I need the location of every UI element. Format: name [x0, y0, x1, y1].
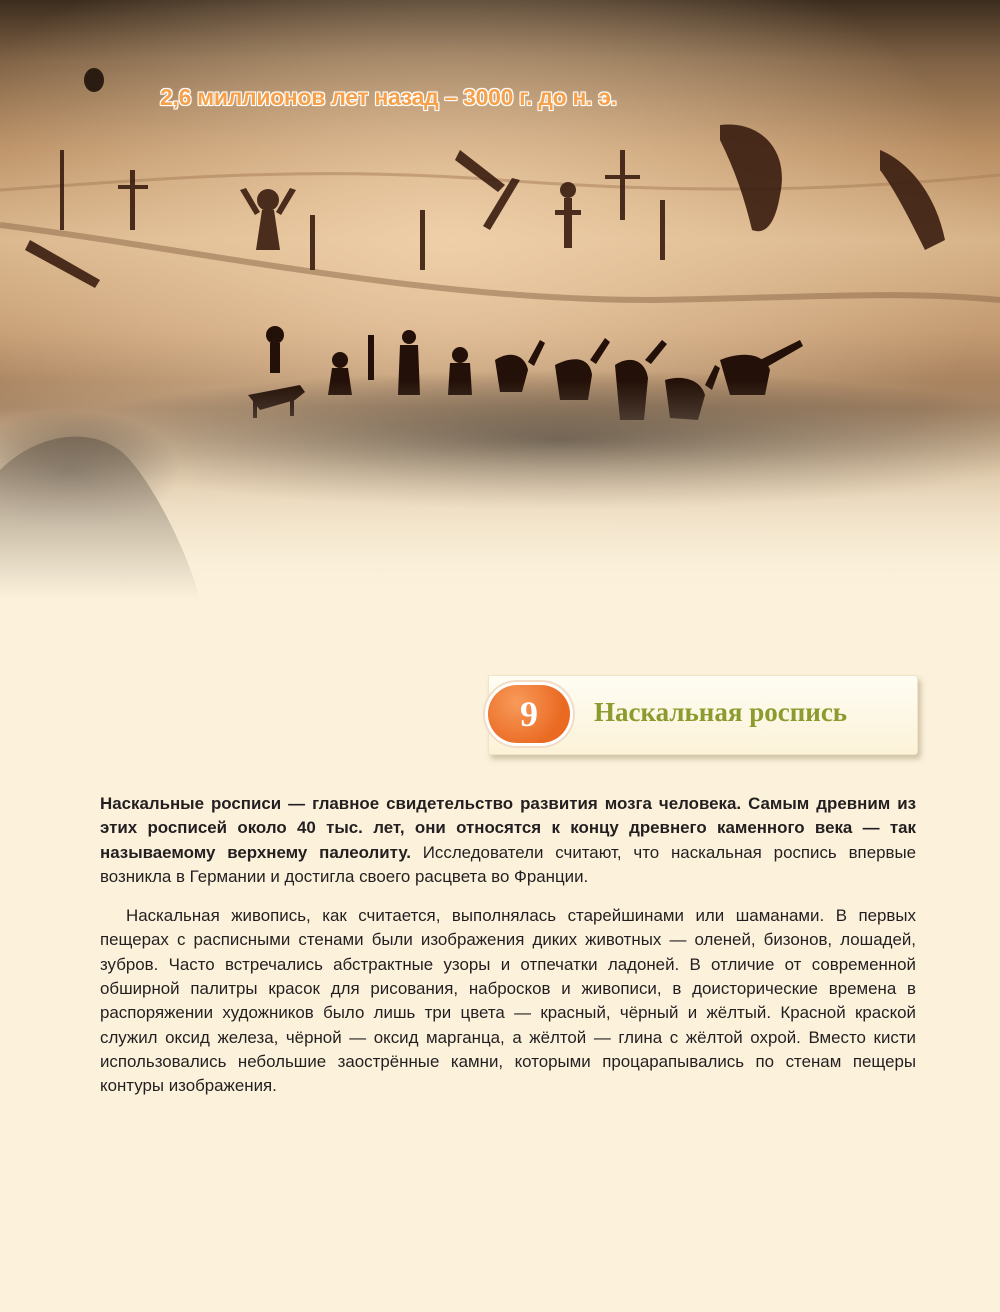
body-paragraph: Наскальная живопись, как считается, выполнялась старейшинами или шаманами. В первых пещерах с расписными стенами были изображения диких животных — оленей, бизонов, лошадей, зубров. Часто встречались абстрактные узоры и отпечатки ладоней. В отличие от современной обширной палитры красок для рисования, набросков и живописи, в доисторические времена в распоряжении художников было лишь три цвета — красный, чёрный и жёлтый. Красной краской служил оксид железа, чёрной — оксид марганца, а жёлтой — глина с жёлтой охрой. Вместо кисти использовались небольшие заострённые камни, которыми процарапывались по стенам пещеры контуры изображения. [100, 906, 916, 1096]
section-title: Наскальная роспись [594, 697, 848, 727]
lead-regular-text: Исследователи считают, что наскальная роспись впервые возникла в Германии и достигла своего расцвета во Франции. [100, 842, 916, 886]
section-banner [488, 675, 918, 755]
lead-paragraph [100, 792, 916, 889]
era-caption: 2,6 миллионов лет назад – 3000 г. до н. э. [160, 84, 617, 110]
section-number-badge: 9 [488, 685, 570, 743]
lead-bold-text: Наскальные росписи — главное свидетельство развития мозга человека. Самым древним из этих росписей около 40 тыс. лет, они относятся к концу древнего каменного века — так называемому верхнему палеолиту. [100, 794, 916, 862]
article-body [100, 792, 916, 1099]
